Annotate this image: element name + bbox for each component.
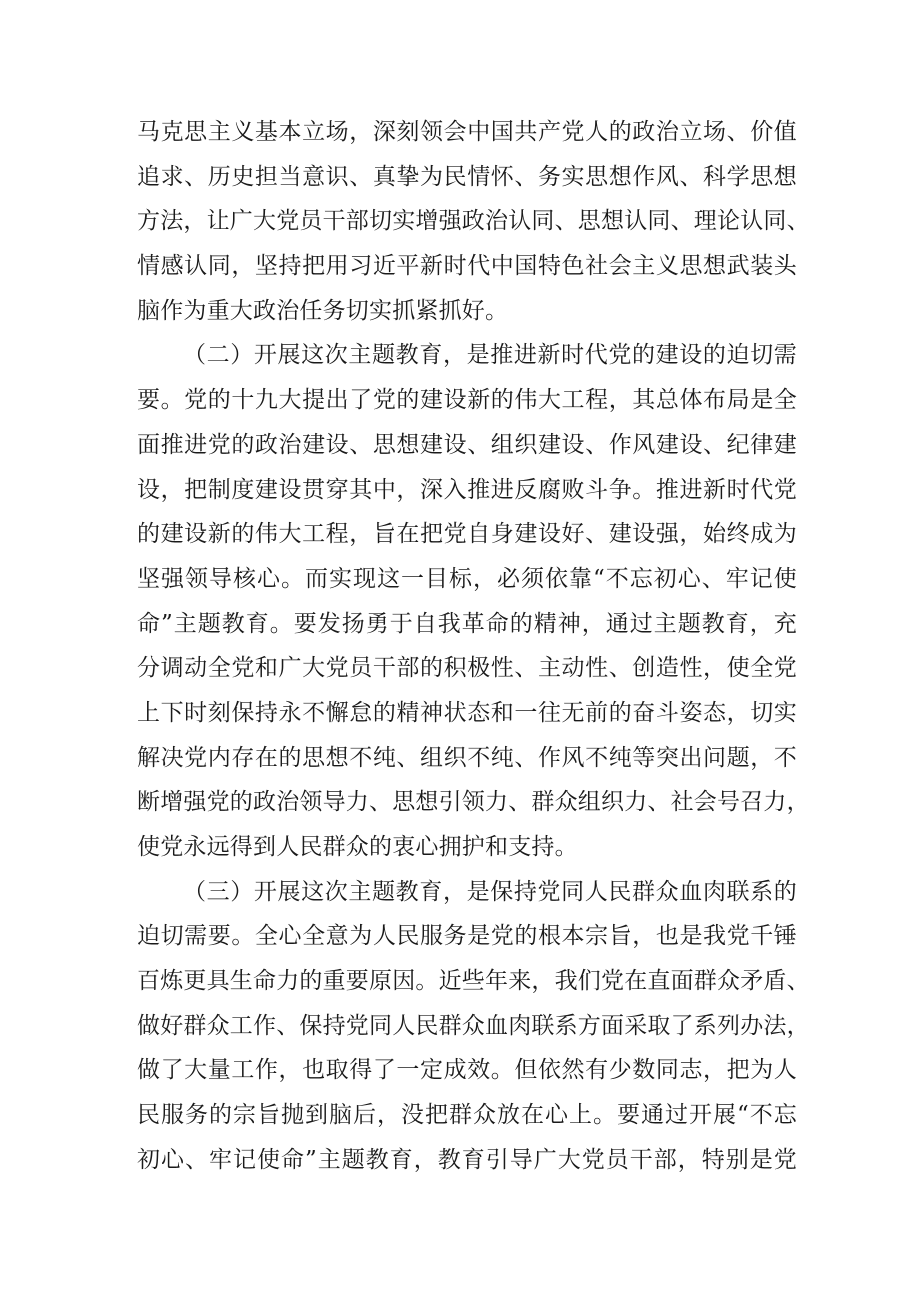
text-line: 使党永远得到人民群众的衷心拥护和支持。: [137, 834, 578, 860]
document-body: [137, 110, 810, 1183]
text-line: 迫切需要。全心全意为人民服务是党的根本宗旨，也是我党千锤: [137, 923, 797, 950]
text-line: 马克思主义基本立场，深刻领会中国共产党人的政治立场、价值: [137, 119, 797, 145]
text-line: 的建设新的伟大工程，旨在把党自身建设好、建设强，始终成为: [137, 521, 797, 548]
text-line: 设，把制度建设贯穿其中，深入推进反腐败斗争。推进新时代党: [137, 476, 797, 503]
text-line: 追求、历史担当意识、真挚为民情怀、务实思想作风、科学思想: [137, 163, 797, 190]
text-line: 方法，让广大党员干部切实增强政治认同、思想认同、理论认同、: [137, 208, 810, 235]
paragraph-heading-line: （二）开展这次主题教育，是推进新时代党的建设的迫切需: [183, 342, 797, 369]
paragraph-two: [137, 333, 810, 869]
text-line: 百炼更具生命力的重要原因。近些年来，我们党在直面群众矛盾、: [137, 968, 810, 995]
text-line: 民服务的宗旨抛到脑后，没把群众放在心上。要通过开展“不忘: [137, 1102, 797, 1129]
text-line: 要。党的十九大提出了党的建设新的伟大工程，其总体布局是全: [137, 387, 797, 414]
text-line: 脑作为重大政治任务切实抓紧抓好。: [137, 297, 509, 324]
text-line: 坚强领导核心。而实现这一目标，必须依靠“不忘初心、牢记使: [137, 565, 797, 592]
paragraph-three: [137, 870, 810, 1183]
text-line: 分调动全党和广大党员干部的积极性、主动性、创造性，使全党: [137, 655, 797, 682]
text-line: 命”主题教育。要发扬勇于自我革命的精神，通过主题教育，充: [137, 610, 797, 637]
paragraph-continued: [137, 110, 810, 333]
paragraph-heading-line: （三）开展这次主题教育，是保持党同人民群众血肉联系的: [183, 878, 797, 905]
text-line: 上下时刻保持永不懈怠的精神状态和一往无前的奋斗姿态，切实: [137, 699, 797, 726]
text-line: 断增强党的政治领导力、思想引领力、群众组织力、社会号召力，: [137, 789, 810, 816]
text-line: 做了大量工作，也取得了一定成效。但依然有少数同志，把为人: [137, 1057, 797, 1084]
text-line: 解决党内存在的思想不纯、组织不纯、作风不纯等突出问题，不: [137, 744, 797, 771]
text-line: 初心、牢记使命”主题教育，教育引导广大党员干部，特别是党: [137, 1146, 797, 1173]
text-line: 做好群众工作、保持党同人民群众血肉联系方面采取了系列办法，: [137, 1012, 810, 1039]
text-line: 情感认同，坚持把用习近平新时代中国特色社会主义思想武装头: [137, 253, 797, 280]
text-line: 面推进党的政治建设、思想建设、组织建设、作风建设、纪律建: [137, 431, 797, 458]
